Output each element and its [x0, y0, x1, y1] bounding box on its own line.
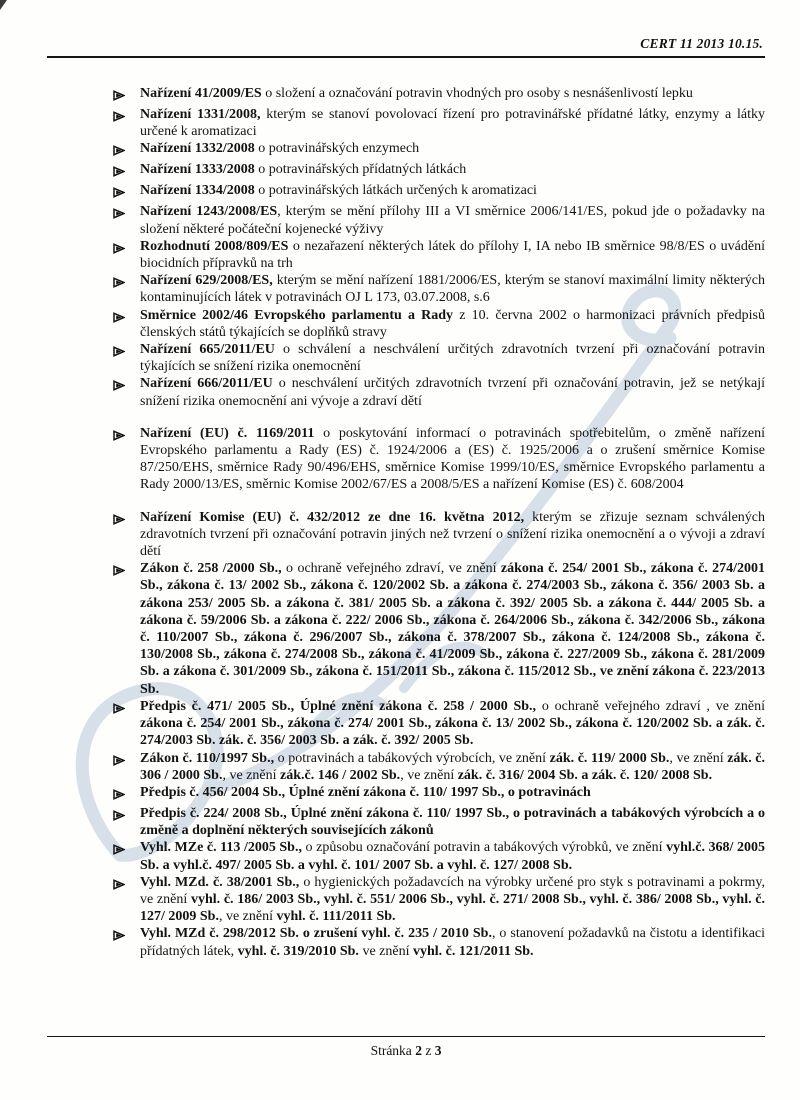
list-item-text: Nařízení 1332/2008 o potravinářských enzymech [140, 141, 420, 157]
arrowhead-right-icon [113, 750, 140, 771]
list-item-text: Předpis č. 471/ 2005 Sb., Úplné znění zákona č. 258 / 2000 Sb., o ochraně veřejného zdraví , ve znění zákona č. 254/ 2001 Sb., zákona č. 274/ 2001 Sb., zákona č. 13/ 2002 Sb., zákona č. 120/2002 Sb. a zák. č. 274/2003 Sb. zák. č. 356/ 2003 Sb. a zák. č. 392/ 2005 Sb. [140, 698, 766, 749]
arrowhead-right-icon [113, 509, 140, 530]
list-item [113, 272, 765, 306]
list-item [113, 784, 765, 805]
arrowhead-right-icon [113, 106, 140, 127]
list-item-text: Nařízení 1333/2008 o potravinářských přídatných látkách [140, 162, 467, 178]
arrowhead-right-icon [113, 375, 140, 396]
arrowhead-right-icon [113, 161, 140, 182]
list-item-text: Zákon č. 258 /2000 Sb., o ochraně veřejného zdraví, ve znění zákona č. 254/ 2001 Sb., zákona č. 274/2001 Sb., zákona č. 13/ 2002 Sb., zákona č. 120/2002 Sb. a zákona č. 274/2003 Sb., zákona č. 356/ 2003 Sb. a zákona 253/ 2005 Sb. a zákona č. 381/ 2005 Sb. a zákona č. 392/ 2005 Sb. a zákona č. 444/ 2005 Sb. a zákona č. 59/2006 Sb. a zákona č. 222/ 2006 Sb., zákona č. 264/2006 Sb., zákona č. 342/2006 Sb., zákona č. 110/2007 Sb., zákona č. 296/2007 Sb., zákona č. 378/2007 Sb., zákona č. 124/2008 Sb., zákona č. 130/2008 Sb., zákona č. 274/2008 Sb., zákona č. 41/2009 Sb., zákona č. 227/2009 Sb., zákona č. 281/2009 Sb. a zákona č. 301/2009 Sb., zákona č. 151/2011 Sb., zákona č. 115/2012 Sb., ve znění zákona č. 223/2013 Sb. [140, 561, 765, 697]
list-item-text: Předpis č. 456/ 2004 Sb., Úplné znění zákona č. 110/ 1997 Sb., o potravinách [140, 784, 591, 800]
list-item [113, 805, 765, 839]
arrowhead-right-icon [113, 805, 140, 826]
list-item-text: Vyhl. MZd. č. 38/2001 Sb., o hygienických požadavcích na výrobky určené pro styk s potravinami a pokrmy, ve znění vyhl. č. 186/ 2003 Sb., vyhl. č. 551/ 2006 Sb., vyhl. č. 271/ 2008 Sb., vyhl. č. 386/ 2008 Sb., vyhl. č. 127/ 2009 Sb., ve znění vyhl. č. 111/2011 Sb. [140, 874, 766, 925]
list-item [113, 509, 765, 561]
list-item-text: Nařízení 629/2008/ES, kterým se mění nařízení 1881/2006/ES, kterým se stanoví maximální limity některých kontaminujících látek v potravinách OJ L 173, 03.07.2008, s.6 [140, 273, 765, 306]
list-item-text: Nařízení 1243/2008/ES, kterým se mění přílohy III a VI směrnice 2006/141/ES, pokud jde o požadavky na složení některé počáteční kojenecké výživy [140, 204, 765, 237]
arrowhead-right-icon [113, 874, 140, 895]
arrowhead-right-icon [113, 272, 140, 293]
arrowhead-right-icon [113, 307, 140, 328]
arrowhead-right-icon [113, 925, 140, 946]
list-item [113, 839, 765, 873]
arrowhead-right-icon [113, 839, 140, 860]
list-item [113, 560, 765, 698]
regulation-list [113, 85, 765, 960]
page-number-label: Stránka [370, 1043, 416, 1058]
list-item [113, 307, 765, 341]
list-item [113, 182, 765, 203]
document-header [47, 36, 765, 58]
arrowhead-right-icon [113, 140, 140, 161]
list-item [113, 203, 765, 237]
arrowhead-right-icon [113, 784, 140, 805]
footer-divider [47, 1036, 765, 1037]
list-item [113, 85, 765, 106]
list-item-text: Vyhl. MZe č. 113 /2005 Sb., o způsobu označování potravin a tabákových výrobků, ve znění vyhl.č. 368/ 2005 Sb. a vyhl.č. 497/ 2005 Sb. a vyhl. č. 101/ 2007 Sb. a vyhl. č. 127/ 2008 Sb. [140, 840, 765, 873]
page-number-current: 2 [415, 1043, 422, 1058]
list-item-text: Nařízení 1334/2008 o potravinářských látkách určených k aromatizaci [140, 183, 537, 199]
list-item-text: Nařízení Komise (EU) č. 432/2012 ze dne 16. května 2012, kterým se zřizuje seznam schválených zdravotních tvrzení při označování potravin jiných než tvrzení o snížení rizika onemocnění a o vývoji a zdraví dětí [140, 509, 765, 560]
list-item-text: Vyhl. MZd č. 298/2012 Sb. o zrušení vyhl. č. 235 / 2010 Sb., o stanovení požadavků na čistotu a identifikaci přídatných látek, vyhl. č. 319/2010 Sb. ve znění vyhl. č. 121/2011 Sb. [140, 926, 766, 959]
arrowhead-right-icon [113, 203, 140, 224]
list-item-text: Nařízení 1331/2008, kterým se stanoví povolovací řízení pro potravinářské přídatné látky, enzymy a látky určené k aromatizaci [140, 107, 765, 140]
list-item [113, 425, 765, 494]
page-number-total: 3 [434, 1043, 442, 1058]
list-item [113, 140, 765, 161]
list-item [113, 341, 765, 375]
page-number-separator: z [421, 1043, 435, 1058]
arrowhead-right-icon [113, 560, 140, 581]
arrowhead-right-icon [113, 238, 140, 259]
arrowhead-right-icon [113, 85, 140, 106]
list-item-text: Směrnice 2002/46 Evropského parlamentu a Rady z 10. června 2002 o harmonizaci právních předpisů členských států týkajících se doplňků stravy [140, 307, 765, 340]
arrowhead-right-icon [113, 698, 140, 719]
list-item [113, 238, 765, 272]
arrowhead-right-icon [113, 182, 140, 203]
list-item [113, 874, 765, 926]
header-divider [47, 56, 765, 58]
list-item [113, 925, 765, 959]
doc-reference: CERT 11 2013 10.15. [640, 36, 763, 51]
arrowhead-right-icon [113, 341, 140, 362]
list-item-text: Rozhodnutí 2008/809/ES o nezařazení některých látek do přílohy I, IA nebo IB směrnice 98/8/ES o uvádění biocidních přípravků na trh [140, 238, 765, 272]
page-number [47, 1043, 765, 1059]
list-item-text: Nařízení 41/2009/ES o složení a označování potravin vhodných pro osoby s nesnášenlivostí lepku [140, 86, 693, 101]
list-item [113, 161, 765, 182]
list-item-text: Nařízení 666/2011/EU o neschválení určitých zdravotních tvrzení při označování potravin, jež se netýkají snížení rizika onemocnění ani vývoje a zdraví dětí [140, 376, 765, 409]
arrowhead-right-icon [113, 425, 140, 446]
list-item [113, 750, 765, 784]
list-item-text: Zákon č. 110/1997 Sb., o potravinách a tabákových výrobcích, ve znění zák. č. 119/ 2000 Sb., ve znění zák. č. 306 / 2000 Sb., ve znění zák.č. 146 / 2002 Sb., ve znění zák. č. 316/ 2004 Sb. a zák. č. 120/ 2008 Sb. [140, 750, 765, 783]
list-item [113, 698, 765, 750]
list-item-text: Předpis č. 224/ 2008 Sb., Úplné znění zákona č. 110/ 1997 Sb., o potravinách a tabákových výrobcích a o změně a doplnění některých souvisejících zákonů [140, 805, 765, 839]
document-footer [47, 1036, 765, 1059]
list-item [113, 375, 765, 409]
list-item [113, 106, 765, 140]
list-item-text: Nařízení (EU) č. 1169/2011 o poskytování informací o potravinách spotřebitelům, o změně nařízení Evropského parlamentu a Rady (ES) č. 1924/2006 a (ES) č. 1925/2006 a o zrušení směrnice Komise 87/250/EHS, směrnice Rady 90/496/EHS, směrnice Komise 1999/10/ES, směrnice Evropského parlamentu a Rady 2000/13/ES, směrnic Komise 2002/67/ES a 2008/5/ES a nařízení Komise (ES) č. 608/2004 [140, 425, 766, 493]
list-item-text: Nařízení 665/2011/EU o schválení a neschválení určitých zdravotních tvrzení při označování potravin týkajících se snížení rizika onemocnění [140, 342, 765, 375]
